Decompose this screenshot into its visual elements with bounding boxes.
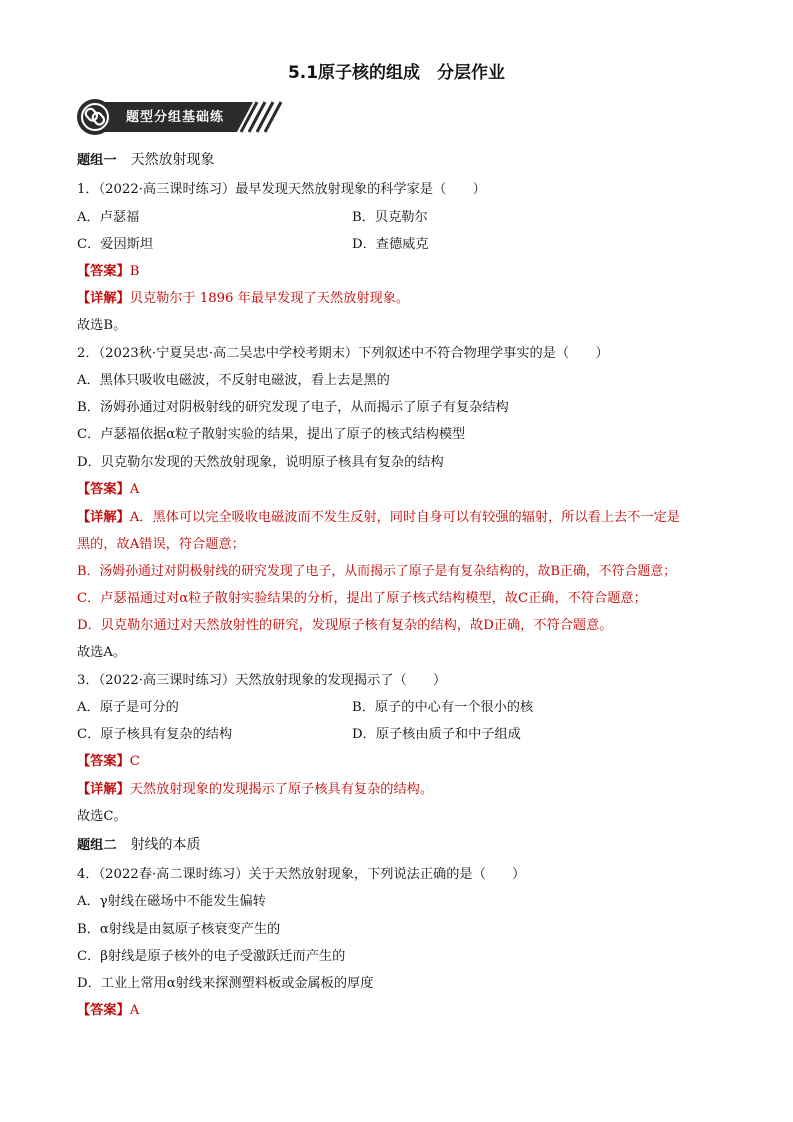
q2-conclusion: 故选A。 bbox=[77, 645, 127, 660]
q1-answer bbox=[77, 262, 139, 282]
q1-option-c: C．爱因斯坦 bbox=[77, 237, 154, 252]
group-heading-1 bbox=[77, 150, 215, 171]
answer-value: C bbox=[129, 754, 140, 769]
group-name: 天然放射现象 bbox=[130, 152, 215, 168]
q1-conclusion: 故选B。 bbox=[77, 318, 127, 333]
q1-option-d: D．查德威克 bbox=[352, 237, 429, 252]
q2-option-d: D．贝克勒尔发现的天然放射现象，说明原子核具有复杂的结构 bbox=[77, 455, 444, 470]
group-label: 题组二 bbox=[77, 838, 117, 853]
q3-answer bbox=[77, 752, 140, 772]
q1-option-b: B．贝克勒尔 bbox=[352, 210, 428, 225]
group-name: 射线的本质 bbox=[130, 837, 201, 853]
answer-tag: 【答案】 bbox=[77, 1003, 130, 1018]
q3-option-a: A．原子是可分的 bbox=[77, 700, 179, 715]
q4-answer bbox=[77, 1001, 139, 1021]
q1-option-a: A．卢瑟福 bbox=[77, 210, 140, 225]
q2-detail-line-1 bbox=[77, 508, 680, 528]
q2-detail-line-2: 黑的，故A错误，符合题意； bbox=[77, 537, 245, 552]
section-banner-label: 题型分组基础练 bbox=[126, 110, 225, 125]
answer-tag: 【答案】 bbox=[77, 482, 130, 497]
q2-option-b: B．汤姆孙通过对阴极射线的研究发现了电子，从而揭示了原子有复杂结构 bbox=[77, 400, 509, 415]
group-heading-2 bbox=[77, 835, 201, 856]
group-label: 题组一 bbox=[77, 153, 117, 168]
answer-tag: 【答案】 bbox=[77, 264, 130, 279]
question-2-stem: 2．（2023秋·宁夏吴忠·高二吴忠中学校考期末）下列叙述中不符合物理学事实的是（ ） bbox=[77, 346, 609, 361]
answer-value: B bbox=[129, 264, 140, 279]
q3-option-b: B．原子的中心有一个很小的核 bbox=[352, 700, 534, 715]
answer-value: A bbox=[129, 482, 140, 497]
q3-conclusion: 故选C。 bbox=[77, 809, 127, 824]
detail-text: 贝克勒尔于 1896 年最早发现了天然放射现象。 bbox=[129, 291, 410, 306]
page-title: 5.1原子核的组成 分层作业 bbox=[287, 63, 506, 83]
question-4-stem: 4．（2022春·高二课时练习）关于天然放射现象，下列说法正确的是（ ） bbox=[77, 867, 526, 882]
q2-option-a: A．黑体只吸收电磁波，不反射电磁波，看上去是黑的 bbox=[77, 373, 390, 388]
question-1-stem: 1．（2022·高三课时练习）最早发现天然放射现象的科学家是（ ） bbox=[77, 182, 486, 197]
answer-tag: 【答案】 bbox=[77, 754, 130, 769]
q1-detail bbox=[77, 289, 409, 309]
detail-tag: 【详解】 bbox=[77, 782, 130, 797]
q3-detail bbox=[77, 780, 433, 800]
detail-tag: 【详解】 bbox=[77, 510, 130, 525]
q4-option-c: C．β射线是原子核外的电子受激跃迁而产生的 bbox=[77, 949, 346, 964]
q2-detail-line-5: D．贝克勒尔通过对天然放射性的研究，发现原子核有复杂的结构，故D正确，不符合题意。 bbox=[77, 618, 613, 633]
q2-option-c: C．卢瑟福依据α粒子散射实验的结果，提出了原子的核式结构模型 bbox=[77, 427, 466, 442]
q2-detail-line-3: B．汤姆孙通过对阴极射线的研究发现了电子，从而揭示了原子是有复杂结构的，故B正确，不符合题意； bbox=[77, 564, 677, 579]
q3-option-c: C．原子核具有复杂的结构 bbox=[77, 727, 233, 742]
detail-tag: 【详解】 bbox=[77, 291, 130, 306]
detail-text: 天然放射现象的发现揭示了原子核具有复杂的结构。 bbox=[129, 782, 434, 797]
question-3-stem: 3．（2022·高三课时练习）天然放射现象的发现揭示了（ ） bbox=[77, 673, 447, 688]
q4-option-b: B．α射线是由氦原子核衰变产生的 bbox=[77, 922, 281, 937]
answer-value: A bbox=[129, 1003, 140, 1018]
q3-option-d: D．原子核由质子和中子组成 bbox=[352, 727, 521, 742]
detail-text: A．黑体可以完全吸收电磁波而不发生反射，同时自身可以有较强的辐射，所以看上去不一定是 bbox=[129, 510, 680, 525]
q2-detail-line-4: C．卢瑟福通过对α粒子散射实验结果的分析，提出了原子核式结构模型，故C正确，不符合题意； bbox=[77, 591, 647, 606]
q4-option-d: D．工业上常用α射线来探测塑料板或金属板的厚度 bbox=[77, 976, 374, 991]
q2-answer bbox=[77, 480, 139, 500]
q4-option-a: A．γ射线在磁场中不能发生偏转 bbox=[77, 894, 266, 909]
